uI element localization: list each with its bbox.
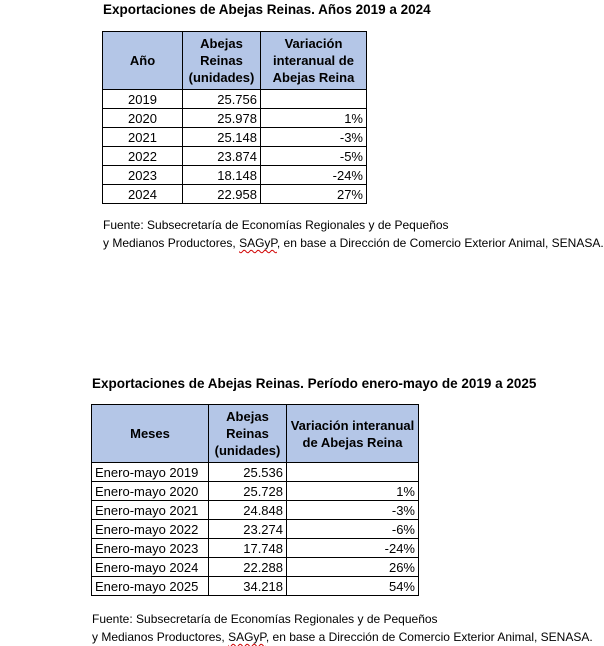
units-cell: 23.274 xyxy=(209,520,287,539)
units-cell: 25.536 xyxy=(209,463,287,482)
source-line-1: Fuente: Subsecretaría de Economías Regionales y de Pequeños xyxy=(103,218,449,232)
change-cell: -24% xyxy=(287,539,419,558)
table-row xyxy=(103,185,367,204)
table1-source-note xyxy=(103,216,604,252)
change-cell: 26% xyxy=(287,558,419,577)
change-cell xyxy=(287,463,419,482)
period-cell: Enero-mayo 2024 xyxy=(92,558,209,577)
source-line-1: Fuente: Subsecretaría de Economías Regionales y de Pequeños xyxy=(92,612,438,626)
sagyp-abbreviation: SAGyP xyxy=(239,236,277,250)
table-row xyxy=(103,147,367,166)
sagyp-abbreviation: SAGyP xyxy=(228,630,266,644)
header-months: Meses xyxy=(92,405,209,463)
change-cell: -3% xyxy=(261,128,367,147)
units-cell: 25.978 xyxy=(183,109,261,128)
change-cell: 1% xyxy=(287,482,419,501)
table1-title: Exportaciones de Abejas Reinas. Años 2019 a 2024 xyxy=(103,2,431,17)
table-header-row xyxy=(92,405,419,463)
table2-source-note xyxy=(92,610,593,646)
period-cell: Enero-mayo 2020 xyxy=(92,482,209,501)
units-cell: 25.148 xyxy=(183,128,261,147)
change-cell xyxy=(261,90,367,109)
source-line-2: y Medianos Productores, SAGyP, en base a Dirección de Comercio Exterior Animal, SENASA. xyxy=(103,236,604,250)
january-may-exports-table xyxy=(91,404,419,596)
units-cell: 34.218 xyxy=(209,577,287,596)
table-header-row xyxy=(103,32,367,90)
units-cell: 22.288 xyxy=(209,558,287,577)
header-year: Año xyxy=(103,32,183,90)
table-row xyxy=(103,109,367,128)
year-cell: 2021 xyxy=(103,128,183,147)
header-queen-bees-units: Abejas Reinas (unidades) xyxy=(183,32,261,90)
period-cell: Enero-mayo 2019 xyxy=(92,463,209,482)
year-cell: 2022 xyxy=(103,147,183,166)
change-cell: -6% xyxy=(287,520,419,539)
change-cell: -5% xyxy=(261,147,367,166)
units-cell: 24.848 xyxy=(209,501,287,520)
table-row xyxy=(103,128,367,147)
header-yoy-change: Variación interanual de Abejas Reina xyxy=(287,405,419,463)
table-row xyxy=(92,558,419,577)
table-row xyxy=(92,482,419,501)
table2-title: Exportaciones de Abejas Reinas. Período enero-mayo de 2019 a 2025 xyxy=(92,376,537,391)
table-row xyxy=(92,463,419,482)
change-cell: 27% xyxy=(261,185,367,204)
change-cell: 54% xyxy=(287,577,419,596)
annual-exports-table xyxy=(102,31,367,204)
units-cell: 23.874 xyxy=(183,147,261,166)
change-cell: -3% xyxy=(287,501,419,520)
year-cell: 2023 xyxy=(103,166,183,185)
period-cell: Enero-mayo 2021 xyxy=(92,501,209,520)
year-cell: 2020 xyxy=(103,109,183,128)
units-cell: 22.958 xyxy=(183,185,261,204)
units-cell: 25.728 xyxy=(209,482,287,501)
units-cell: 25.756 xyxy=(183,90,261,109)
table-row xyxy=(103,166,367,185)
table-row xyxy=(92,577,419,596)
period-cell: Enero-mayo 2022 xyxy=(92,520,209,539)
table-row xyxy=(92,520,419,539)
change-cell: -24% xyxy=(261,166,367,185)
year-cell: 2019 xyxy=(103,90,183,109)
year-cell: 2024 xyxy=(103,185,183,204)
period-cell: Enero-mayo 2025 xyxy=(92,577,209,596)
units-cell: 17.748 xyxy=(209,539,287,558)
table-row xyxy=(92,501,419,520)
units-cell: 18.148 xyxy=(183,166,261,185)
table-row xyxy=(103,90,367,109)
table-row xyxy=(92,539,419,558)
header-queen-bees-units: Abejas Reinas (unidades) xyxy=(209,405,287,463)
period-cell: Enero-mayo 2023 xyxy=(92,539,209,558)
change-cell: 1% xyxy=(261,109,367,128)
source-line-2: y Medianos Productores, SAGyP, en base a Dirección de Comercio Exterior Animal, SENASA. xyxy=(92,630,593,644)
header-yoy-change: Variación interanual de Abejas Reina xyxy=(261,32,367,90)
